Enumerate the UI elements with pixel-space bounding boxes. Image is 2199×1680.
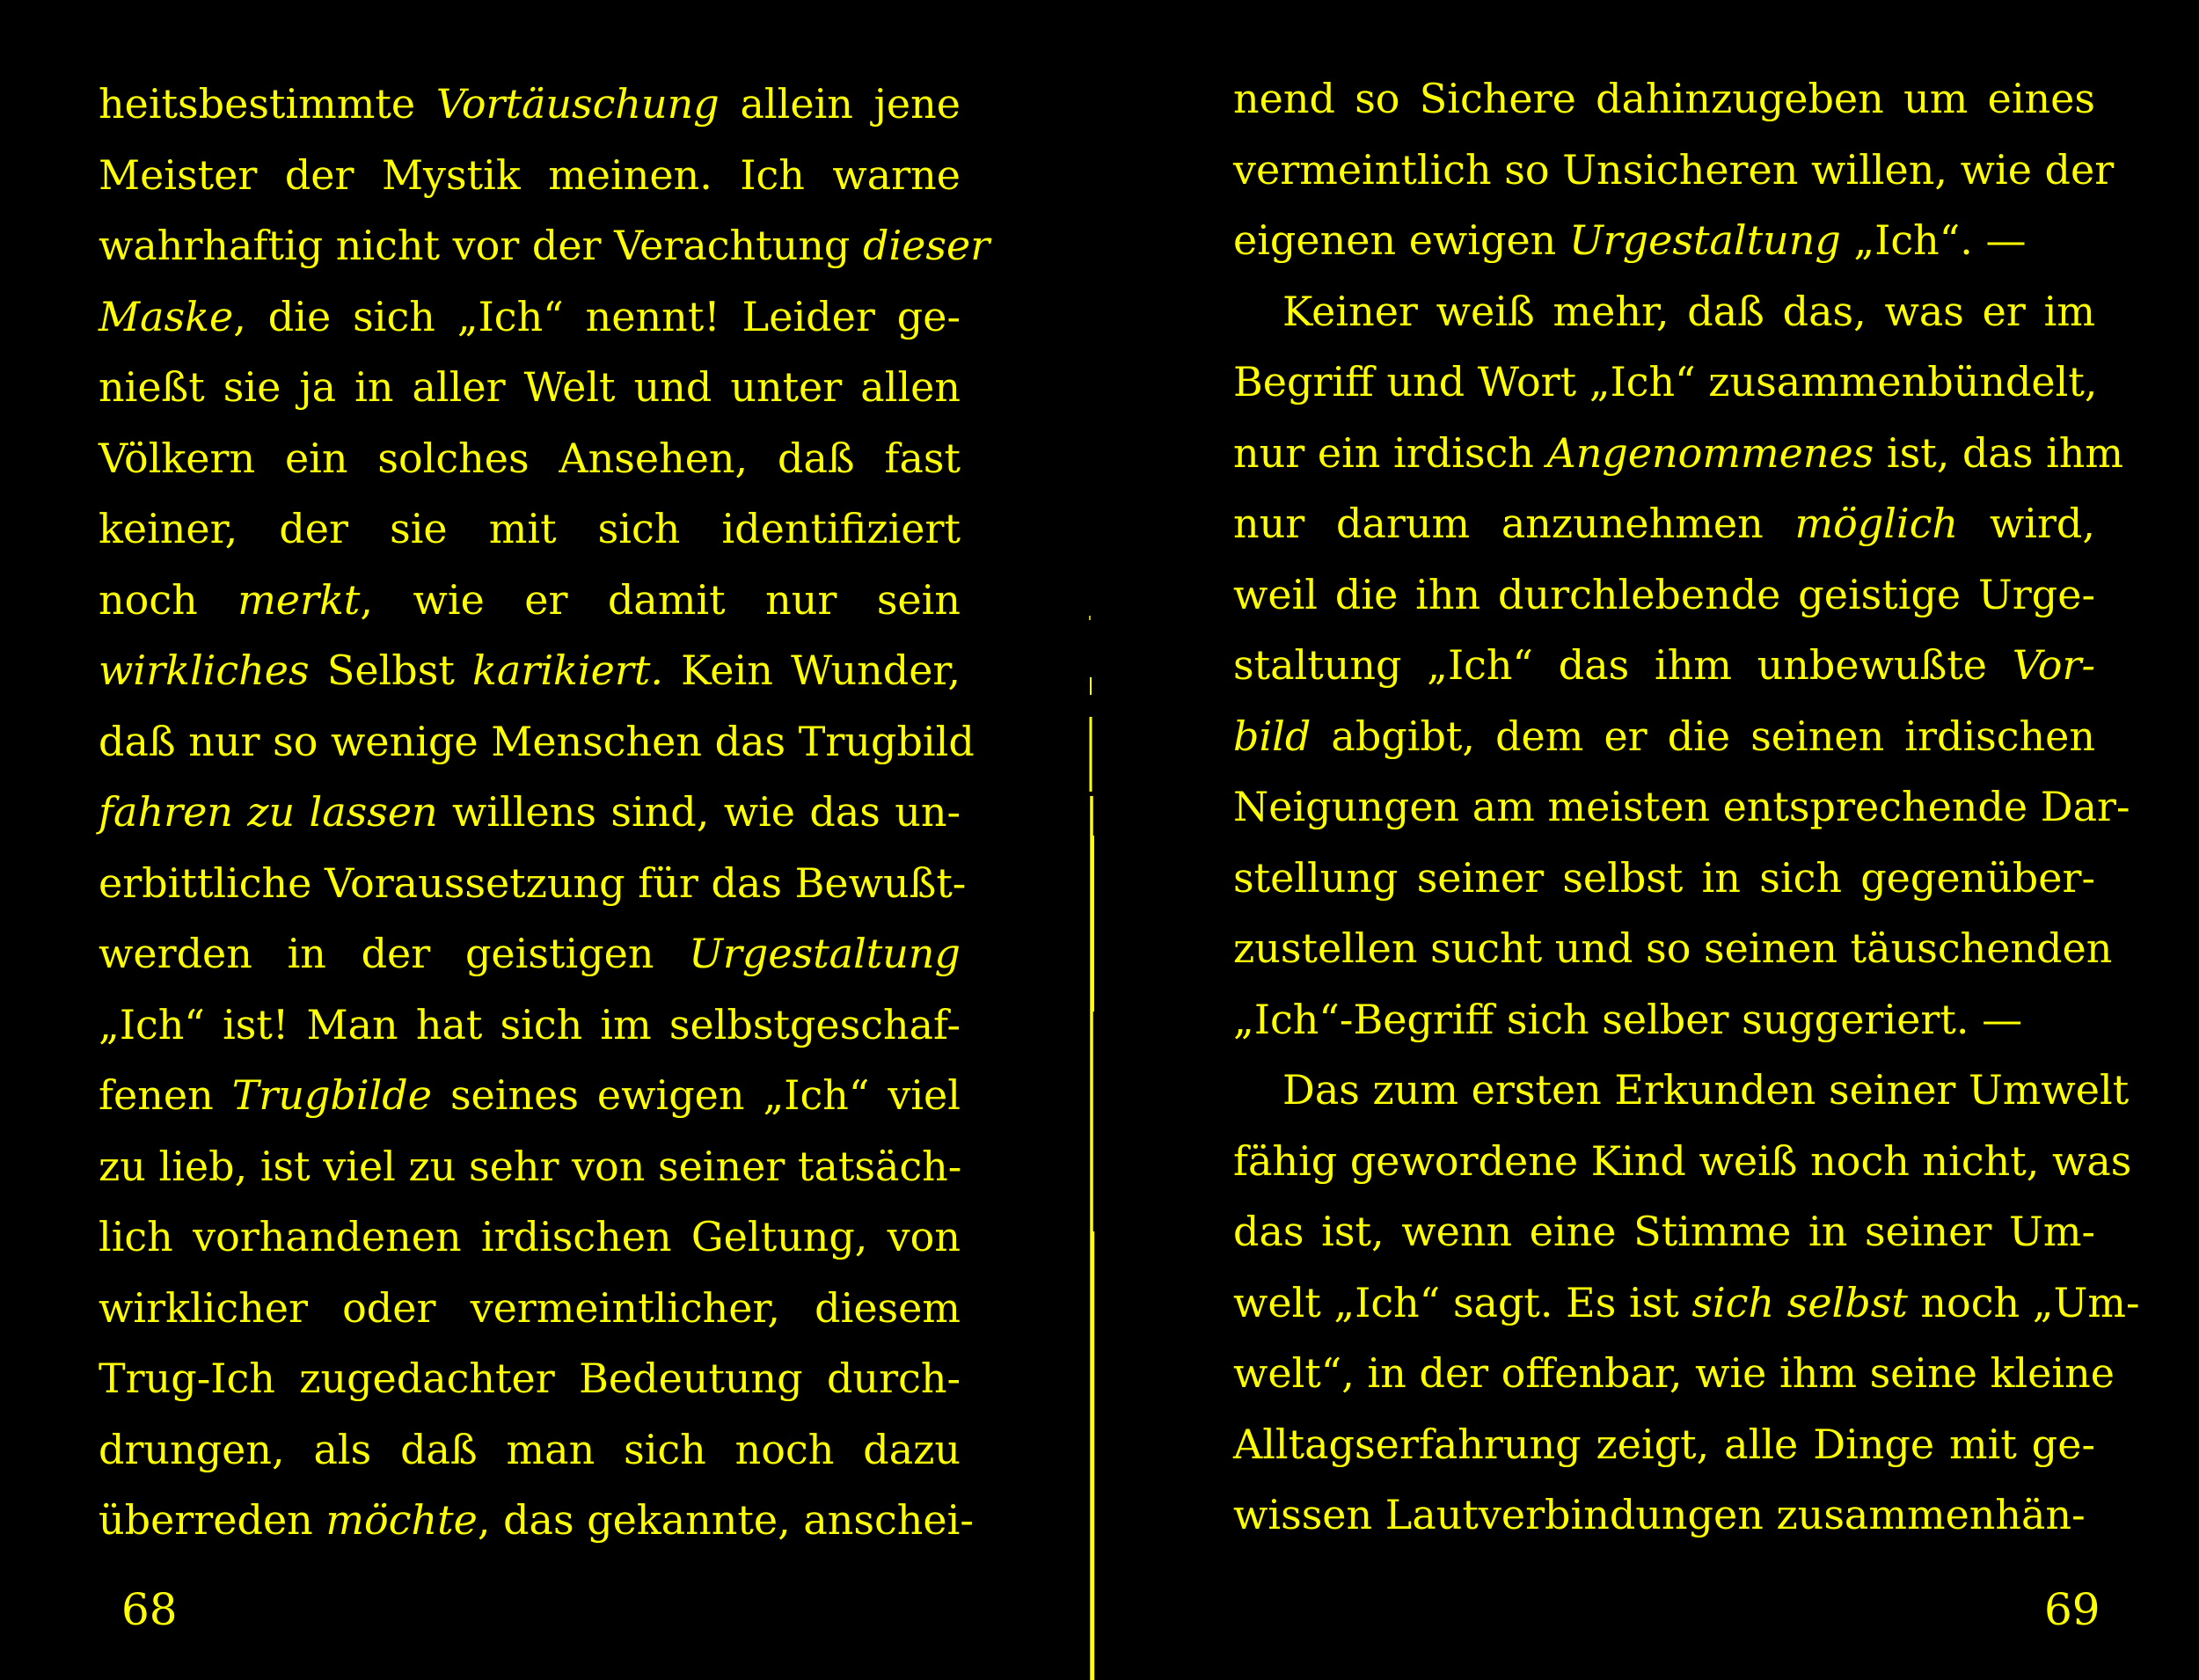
italic-text: karikiert. [472,646,663,694]
text-segment: fähig gewordene Kind weiß noch nicht, was [1233,1136,2132,1185]
text-segment: nend so Sichere dahinzugeben um eines [1233,75,2095,122]
text-line [1233,63,2095,135]
text-line [99,1414,961,1486]
text-line [1233,771,2130,843]
text-line [1233,1409,2095,1480]
text-line [99,1131,961,1202]
text-segment: überreden [99,1496,326,1544]
text-line [1233,1267,2140,1339]
text-segment: wirklicher oder vermeintlicher, diesem [99,1283,961,1332]
text-line [1233,559,2095,631]
text-segment: seines ewigen „Ich“ viel [431,1071,961,1119]
text-segment: willens sind, wie das un- [437,788,961,836]
text-line [99,423,961,494]
text-segment: , die sich „Ich“ nennt! Leider ge- [233,292,961,340]
italic-text: Urgestaltung [689,930,961,977]
text-line [1233,1338,2115,1409]
text-segment: welt“, in der offenbar, wie ihm seine kleine [1233,1349,2115,1397]
text-segment: „Ich“. — [1840,216,2027,264]
italic-text: dieser [863,222,990,269]
text-line [1233,135,2115,206]
text-segment: Neigungen am meisten entsprechende Dar- [1233,783,2130,830]
text-segment: allein jene [719,80,961,128]
italic-text: sich selbst [1691,1278,1908,1326]
italic-text: Vortäuschung [435,80,720,128]
text-segment: Das zum ersten Erkunden seiner Umwelt [1282,1066,2130,1114]
text-segment: Trug-Ich zugedachter Bedeutung durch- [99,1355,961,1402]
italic-text: wirkliches [99,646,310,694]
italic-text: Angenommenes [1546,428,1874,477]
italic-text: Urgestaltung [1568,216,1841,264]
text-segment: , das gekannte, anschei- [477,1496,974,1544]
text-segment: wird, [1958,500,2096,547]
text-line [99,1060,961,1131]
text-line [1233,418,2124,489]
text-line [99,281,961,353]
text-line [1233,1479,2095,1551]
text-segment: „Ich“ ist! Man hat sich im selbstgeschaf- [99,1000,961,1048]
text-segment: wissen Lautverbindungen zusammenhän- [1233,1491,2086,1538]
text-segment: zu lieb, ist viel zu sehr von seiner tatsäch- [99,1142,962,1190]
text-segment: stellung seiner selbst in sich gegenüber- [1233,853,2095,902]
text-segment: werden in der geistigen [99,930,690,977]
left-page-text [99,69,990,1556]
text-line [1233,205,2095,276]
left-page [0,0,1091,1680]
text-line [99,918,961,990]
text-line [99,1343,961,1414]
italic-text: Vor- [2012,641,2095,689]
text-line [99,777,961,848]
text-line [1233,347,2098,418]
text-line [99,352,961,423]
text-segment: keiner, der sie mit sich identifiziert [99,505,961,552]
text-segment: vermeintlich so Unsicheren willen, wie der [1233,145,2115,194]
text-line [1233,1055,2130,1126]
text-line [1233,701,2095,772]
text-line [99,210,990,281]
text-segment: nur darum anzunehmen [1233,500,1795,547]
text-segment: eigenen ewigen [1233,216,1569,264]
italic-text: Trugbilde [231,1071,432,1119]
text-segment: weil die ihn durchlebende geistige Urge- [1233,570,2095,618]
italic-text: fahren zu lassen [99,788,438,836]
text-line [99,706,975,778]
text-segment: daß nur so wenige Menschen das Trugbild [99,717,975,765]
text-segment: welt „Ich“ sagt. Es ist [1233,1278,1692,1326]
text-segment: „Ich“-Begriff sich selber suggeriert. — [1233,995,2023,1043]
text-segment: staltung „Ich“ das ihm unbewußte [1233,641,2013,689]
right-page-text [1233,63,2140,1551]
text-line [99,848,967,919]
text-line [1233,984,2095,1055]
text-line [99,140,961,211]
text-line [1233,1126,2132,1197]
text-segment: Kein Wunder, [662,646,961,694]
text-segment: Völkern ein solches Ansehen, daß fast [99,434,961,482]
text-segment: lich vorhandenen irdischen Geltung, von [99,1213,961,1260]
text-segment: wahrhaftig nicht vor der Verachtung [99,222,863,269]
text-segment: Selbst [309,646,473,694]
text-line [99,69,961,140]
text-line [1233,913,2113,984]
text-segment: das ist, wenn eine Stimme in seiner Um- [1233,1208,2095,1255]
text-segment: drungen, als daß man sich noch dazu [99,1425,961,1473]
text-segment: Meister der Mystik meinen. Ich warne [99,150,961,199]
left-page-number: 68 [121,1584,178,1635]
text-line [1233,276,2095,347]
book-gutter [1075,0,1110,1680]
italic-text: bild [1233,712,1311,760]
text-segment: zustellen sucht und so seinen täuschenden [1233,924,2113,972]
italic-text: Maske [99,292,234,340]
right-page [1108,0,2199,1680]
text-line [1233,1196,2095,1267]
text-line [99,493,961,565]
text-segment: noch [99,575,238,624]
text-segment: noch „Um- [1907,1278,2140,1326]
text-line [99,1485,974,1556]
text-segment: , wie er damit nur sein [360,575,961,624]
text-segment: fenen [99,1071,232,1119]
italic-text: merkt [237,575,361,624]
text-line [99,990,961,1061]
text-line [99,635,961,706]
text-line [99,1273,961,1344]
text-segment: Begriff und Wort „Ich“ zusammenbündelt, [1233,358,2098,405]
italic-text: möchte [325,1496,478,1544]
text-segment: ist, das ihm [1874,428,2124,477]
text-segment: Keiner weiß mehr, daß das, was er im [1282,287,2095,335]
text-segment: abgibt, dem er die seinen irdischen [1311,712,2095,760]
text-line [99,565,961,636]
text-line [1233,488,2095,559]
text-line [1233,843,2095,914]
right-page-number: 69 [2044,1584,2100,1635]
text-segment: erbittliche Voraussetzung für das Bewußt- [99,858,967,907]
text-line [1233,630,2095,701]
text-segment: nießt sie ja in aller Welt und unter allen [99,363,961,411]
text-line [99,1202,961,1273]
text-segment: Alltagserfahrung zeigt, alle Dinge mit ge- [1233,1420,2095,1468]
italic-text: möglich [1794,500,1959,547]
text-segment: heitsbestimmte [99,80,436,128]
text-segment: nur ein irdisch [1233,428,1547,477]
